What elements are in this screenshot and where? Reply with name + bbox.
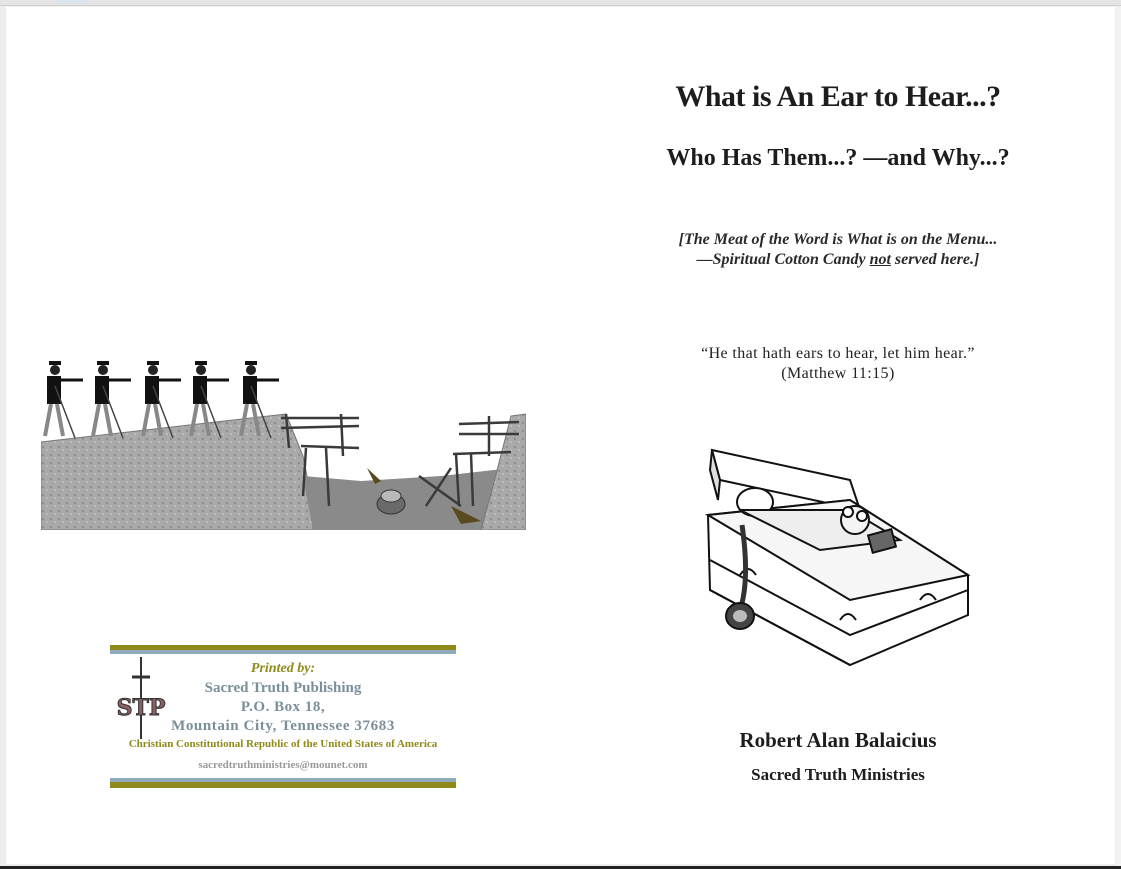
menu-note-emphasis: not <box>869 251 891 268</box>
menu-note-line1: [The Meat of the Word is What is on the Menu... <box>678 231 998 248</box>
tab-indicator <box>56 0 88 3</box>
stp-logo-text: STP <box>116 695 166 721</box>
publisher-email: sacredtruthministries@mounet.com <box>198 759 368 771</box>
printer-info-box <box>110 645 456 789</box>
author-name: Robert Alan Balaicius <box>739 728 937 752</box>
quote-reference: (Matthew 11:15) <box>781 365 895 382</box>
menu-note-text: served here.] <box>890 251 980 268</box>
window-top-border <box>0 0 1121 6</box>
publisher-city: Mountain City, Tennessee 37683 <box>171 718 395 734</box>
blind-men-bridge-illustration <box>41 356 526 530</box>
scripture-quote <box>620 344 1056 384</box>
publisher-country: Christian Constitutional Republic of the United States of America <box>128 738 438 750</box>
menu-note <box>620 230 1056 270</box>
ministry-name: Sacred Truth Ministries <box>751 765 925 784</box>
publisher-po-box: P.O. Box 18, <box>240 699 326 715</box>
casket-illustration <box>700 440 975 675</box>
book-subtitle: Who Has Them...? —and Why...? <box>666 145 1010 171</box>
menu-note-text: —Spiritual Cotton Candy <box>696 251 870 268</box>
quote-text: “He that hath ears to hear, let him hear.” <box>701 345 975 362</box>
page-edge <box>1116 7 1121 866</box>
menu-note-line2 <box>620 250 1056 270</box>
divider-bar <box>110 782 456 788</box>
book-title: What is An Ear to Hear...? <box>675 80 1001 113</box>
printed-by-label: Printed by: <box>250 661 316 676</box>
blind-man-figure <box>45 361 83 438</box>
publisher-name: Sacred Truth Publishing <box>204 680 362 696</box>
divider-bar <box>110 650 456 654</box>
